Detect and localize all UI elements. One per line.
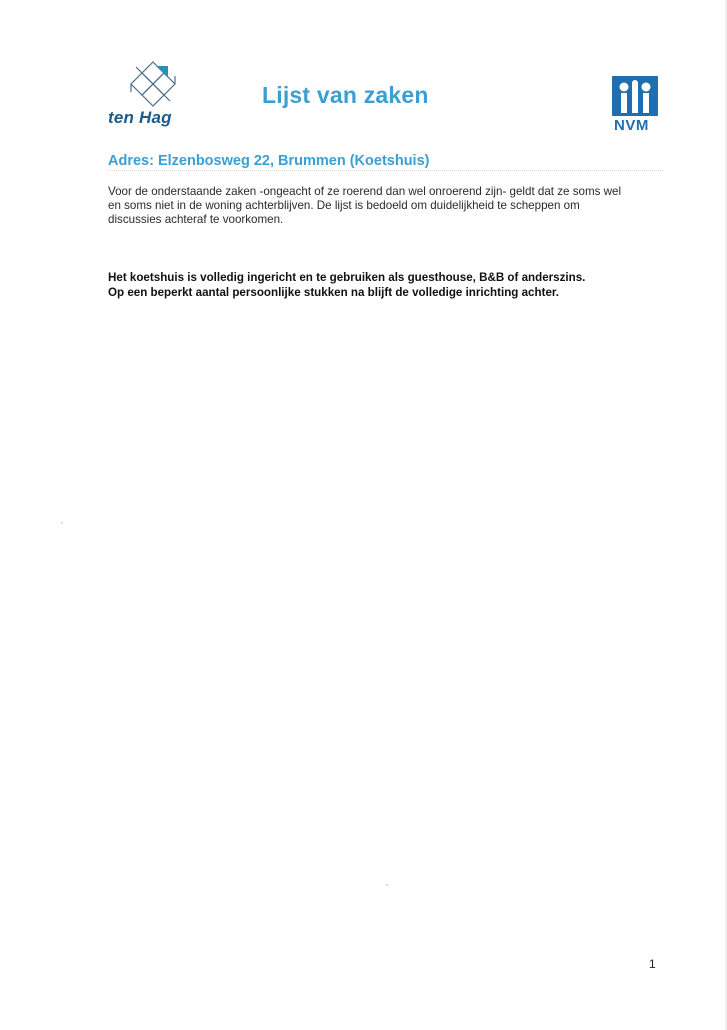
bold-statement	[108, 270, 668, 300]
page-number: 1	[649, 957, 656, 971]
scan-speck	[386, 884, 388, 886]
nvm-wordmark: NVM	[614, 117, 649, 134]
bold-line: Op een beperkt aantal persoonlijke stukken na blijft de volledige inrichting achter.	[108, 286, 559, 299]
intro-line: discussies achteraf te voorkomen.	[108, 213, 284, 226]
scan-speck	[61, 522, 63, 524]
nvm-logo	[612, 76, 662, 136]
ten-hag-logo	[108, 60, 198, 130]
ten-hag-wordmark: ten Hag	[108, 108, 172, 127]
page-title: Lijst van zaken	[262, 82, 429, 108]
ten-hag-pinwheel-icon	[128, 60, 178, 108]
bold-line: Het koetshuis is volledig ingericht en te gebruiken als guesthouse, B&B of anderszins.	[108, 271, 586, 284]
intro-line: en soms niet in de woning achterblijven. De lijst is bedoeld om duidelijkheid te scheppen om	[108, 199, 580, 212]
address-divider	[108, 170, 663, 171]
intro-paragraph	[108, 185, 668, 227]
address-heading: Adres: Elzenbosweg 22, Brummen (Koetshuis)	[108, 153, 430, 169]
nvm-figures-icon	[612, 76, 658, 116]
intro-line: Voor de onderstaande zaken -ongeacht of ze roerend dan wel onroerend zijn- geldt dat ze soms wel	[108, 185, 622, 198]
